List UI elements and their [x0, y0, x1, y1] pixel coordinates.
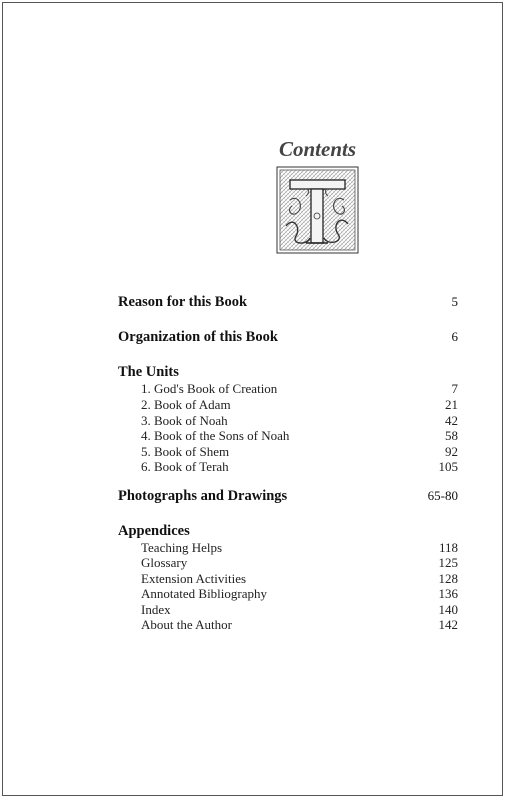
toc-entry-unit-1[interactable]: 1. God's Book of Creation 7 [141, 381, 458, 396]
toc-entry-unit-4[interactable]: 4. Book of the Sons of Noah 58 [141, 428, 458, 443]
toc-entry-appendix-3[interactable]: Extension Activities 128 [141, 571, 458, 586]
table-of-contents [118, 0, 458, 800]
toc-entry-photographs[interactable]: Photographs and Drawings 65-80 [118, 488, 458, 504]
toc-entry-appendix-1[interactable]: Teaching Helps 118 [141, 540, 458, 555]
toc-entry-unit-6[interactable]: 6. Book of Terah 105 [141, 459, 458, 474]
toc-entry-unit-5[interactable]: 5. Book of Shem 92 [141, 444, 458, 459]
appendices-heading: Appendices [118, 523, 190, 539]
toc-entry-reason[interactable]: Reason for this Book 5 [118, 294, 458, 310]
units-heading: The Units [118, 364, 179, 380]
page-title: Contents [279, 137, 357, 161]
toc-entry-unit-3[interactable]: 3. Book of Noah 42 [141, 413, 458, 428]
toc-entry-organization[interactable]: Organization of this Book 6 [118, 329, 458, 345]
toc-entry-appendix-2[interactable]: Glossary 125 [141, 555, 458, 570]
toc-entry-appendix-5[interactable]: Index 140 [141, 602, 458, 617]
toc-entry-unit-2[interactable]: 2. Book of Adam 21 [141, 397, 458, 412]
toc-entry-appendix-6[interactable]: About the Author 142 [141, 617, 458, 632]
toc-entry-appendix-4[interactable]: Annotated Bibliography 136 [141, 586, 458, 601]
